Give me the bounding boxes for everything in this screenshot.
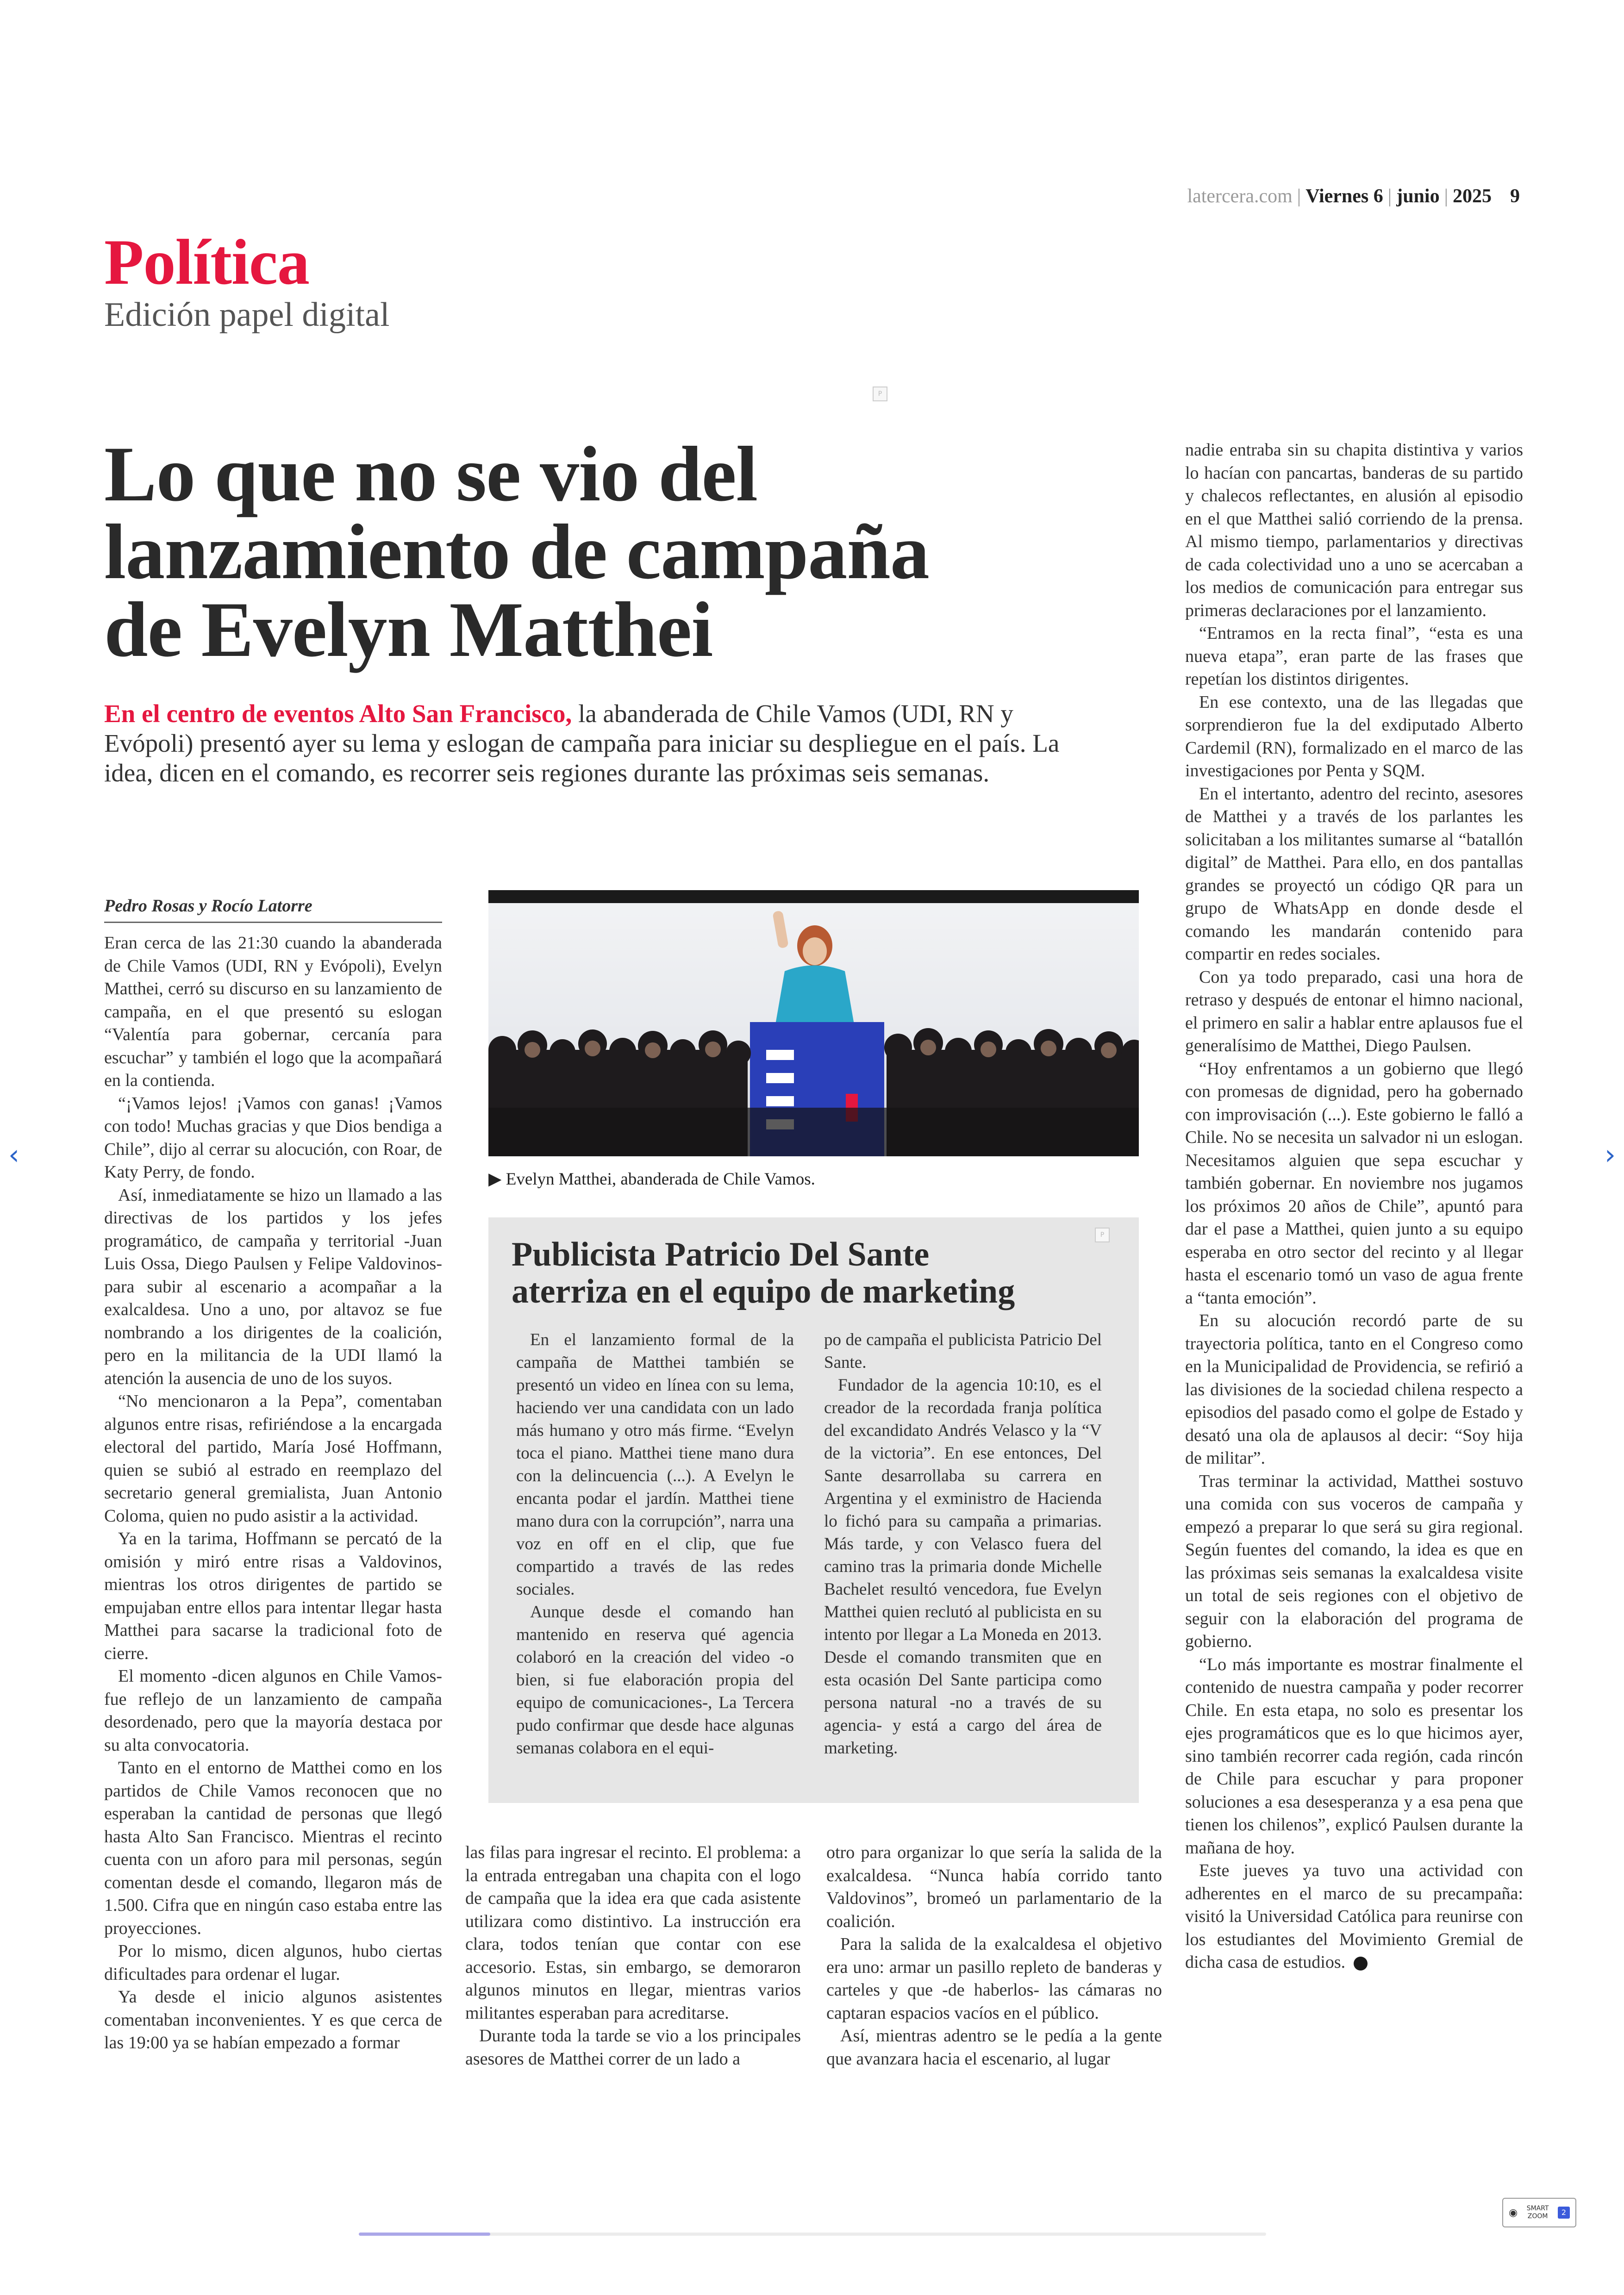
paragraph xyxy=(1185,1859,1523,1974)
lede-highlight: En el centro de eventos Alto San Francisco, xyxy=(104,699,572,728)
article-column-4 xyxy=(1185,439,1523,1974)
page-scroll-track[interactable] xyxy=(359,2233,1266,2236)
paragraph: Aunque desde el comando han mantenido en reserva qué agencia colaboró en la creación del video -o bien, si fue elaboración propia del equipo de comunicaciones-, La Tercera pudo confirmar que desde hace algunas semanas colabora en el equi- xyxy=(516,1603,794,1758)
paragraph: las filas para ingresar el recinto. El problema: a la entrada entregaban una chapita con el logo de campaña que la idea era que cada asistente utilizara como distintivo. La instrucción era clara, todos tenían que contar con ese accesorio. Estas, sin embargo, se demoraron algunos minutos en llegar, mientras varios militantes esperaban para acreditarse. xyxy=(465,1843,801,2023)
paragraph: El momento -dicen algunos en Chile Vamos- fue reflejo de un lanzamiento de campaña desordenado, pero que la mayoría destaca por su alta convocatoria. xyxy=(104,1666,442,1755)
paragraph: Tras terminar la actividad, Matthei sostuvo una comida con sus voceros de campaña y empezó a preparar lo que será su gira regional. Según fuentes del comando, la idea es que en las próximas seis semanas la exalcaldesa visite un total de seis regiones con el objetivo de seguir con la elaboración del programa de gobierno. xyxy=(1185,1471,1523,1651)
page-number: 9 xyxy=(1510,186,1520,207)
lede-text: la abanderada de Chile Vamos (UDI, RN y Evópoli) presentó ayer su lema y eslogan de campaña para iniciar su despliegue en el país. La idea, dicen en el comando, es recorrer seis regiones durante las próximas seis semanas. xyxy=(104,699,1060,787)
smart-zoom-label-line: ZOOM xyxy=(1527,2213,1548,2220)
page-header: latercera.com | Viernes 6 | junio | 2025 9 xyxy=(1187,186,1520,207)
edition-label: Edición papel digital xyxy=(104,296,390,334)
paragraph: Así, inmediatamente se hizo un llamado a las directivas de los partidos y los jefes programático, de campaña y territorial -Juan Luis Ossa, Diego Paulsen y Felipe Valdovinos- para subir al escenario a acompañar a la exalcaldesa. Uno a uno, por altavoz se fue nombrando a los dirigentes de la coalición, pero en la militancia de la UDI llamó la atención la ausencia de uno de los suyos. xyxy=(104,1185,442,1388)
smart-zoom-label-line: SMART xyxy=(1526,2205,1549,2212)
paragraph: Con ya todo preparado, casi una hora de retraso y después de entonar el himno nacional, el primero en salir a hablar entre aplausos fue el generalísimo de Matthei, Diego Paulsen. xyxy=(1185,967,1523,1055)
paragraph: Para la salida de la exalcaldesa el objetivo era uno: armar un pasillo repleto de banderas y carteles y que -de haberlos- las cámaras no captaran espacios vacíos en el público. xyxy=(826,1934,1162,2023)
site-name: latercera.com xyxy=(1187,186,1293,207)
paragraph: Fundador de la agencia 10:10, es el creador de la recordada franja política del excandidato Andrés Velasco y la “V de la victoria”. En ese entonces, Del Sante desarrollaba su carrera en Argentina y el exministro de Hacienda lo fichó para su campaña a primarias. Más tarde, y con Velasco fuera del camino tras la primaria donde Michelle Bachelet resultó vencedora, fue Evelyn Matthei quien reclutó al publicista en su intento por llegar a La Moneda en 2013. Desde el comando transmiten que en esta ocasión Del Sante participa como persona natural -no a través de su agencia- y está a cargo del área de marketing. xyxy=(824,1376,1102,1758)
article-photo[interactable] xyxy=(488,890,1139,1156)
paragraph: Eran cerca de las 21:30 cuando la abanderada de Chile Vamos (UDI, RN y Evópoli), Evelyn Matthei, cerró su discurso en su lanzamiento de campaña, en el que presentó su eslogan “Valentía para gobernar, cercanía para escuchar” y también el logo que la acompañará en la contienda. xyxy=(104,933,442,1090)
paragraph: “¡Vamos lejos! ¡Vamos con ganas! ¡Vamos con todo! Muchas gracias y que Dios bendiga a Chile”, dijo al cerrar su alocución, con Roar, de Katy Perry, de fondo. xyxy=(104,1093,442,1182)
paragraph: Ya desde el inicio algunos asistentes comentaban inconvenientes. Y es que cerca de las 19:00 ya se habían empezado a formar xyxy=(104,1987,442,2052)
paragraph: En el intertanto, adentro del recinto, asesores de Matthei y a través de los parlantes les solicitaban a los militantes sumarse al “batallón digital” de Matthei. Para ello, en dos pantallas grandes se proyectó un código QR para un grupo de WhatsApp en donde desde el comando les mandarán contenido para compartir en redes sociales. xyxy=(1185,784,1523,964)
headline-line: de Evelyn Matthei xyxy=(104,586,713,673)
paragraph: En el lanzamiento formal de la campaña de Matthei también se presentó un video en línea con su lema, haciendo ver una candidata con un lado más humano y otro más firme. “Evelyn toca el piano. Matthei tiene mano dura con la delincuencia (...). A Evelyn le encanta podar el jardín. Matthei tiene mano dura con la corrupción”, narra una voz en off en el clip, que fue compartido a través de las redes sociales. xyxy=(516,1330,794,1599)
article-lede xyxy=(104,699,1095,788)
issue-weekday: Viernes 6 xyxy=(1305,186,1383,207)
paragraph: En su alocución recordó parte de su trayectoria política, tanto en el Congreso como en la Municipalidad de Providencia, se refirió a las divisiones de la sociedad chilena respecto a episodios del pasado como el golpe de Estado y desató una ola de aplausos al decir: “Soy hija de militar”. xyxy=(1185,1311,1523,1468)
smart-zoom-label xyxy=(1527,2205,1549,2220)
paragraph: “Lo más importante es mostrar finalmente el contenido de nuestra campaña y poder recorrer Chile. En esta etapa, no solo es presentar los ejes programáticos que es lo que hicimos ayer, sino también recorrer cada región, cada rincón de Chile para escuchar y para proponer soluciones a esa desesperanza y a esa pena que tienen los chilenos”, explicó Paulsen durante la mañana de hoy. xyxy=(1185,1654,1523,1858)
paragraph: otro para organizar lo que sería la salida de la exalcaldesa. “Nunca había corrido tanto Valdovinos”, bromeó un parlamentario de la coalición. xyxy=(826,1843,1162,1931)
article-column-3 xyxy=(826,1841,1162,2070)
eye-icon: ◉ xyxy=(1509,2207,1518,2219)
paragraph: “Hoy enfrentamos a un gobierno que llegó con promesas de dignidad, pero ha gobernado con improvisación (...). Este gobierno le falló a Chile. No se necesita un salvador ni un eslogan. Necesitamos alguien que sepa escuchar y también gobernar. En noviembre nos jugamos los próximos 20 años de Chile”, apuntó para dar el pase a Matthei, quien junto a su equipo esperaba en otro sector del recinto y al llegar hasta el escenario tomó un vaso de agua frente a “tanta emoción”. xyxy=(1185,1059,1523,1308)
zoom-count-badge: 2 xyxy=(1558,2207,1570,2219)
paragraph: Ya en la tarima, Hoffmann se percató de la omisión y miró entre risas a Valdovinos, mientras los otros dirigentes de partido se empujaban entre ellos para intentar llegar hasta Matthei para sacarse la tradicional foto de cierre. xyxy=(104,1529,442,1663)
smart-zoom-button[interactable] xyxy=(1502,2198,1576,2227)
article-headline xyxy=(104,430,1123,673)
section-title: Política xyxy=(104,226,309,298)
campaign-launch-photo xyxy=(488,890,1139,1156)
article-column-2 xyxy=(465,1841,801,2070)
article-column-1 xyxy=(104,932,442,2055)
byline: Pedro Rosas y Rocío Latorre xyxy=(104,896,442,923)
paragraph: Así, mientras adentro se le pedía a la gente que avanzara hacia el escenario, al lugar xyxy=(826,2026,1162,2069)
article-marker-icon[interactable]: P xyxy=(873,387,887,401)
sidebar-title-line: aterriza en el equipo de marketing xyxy=(512,1272,1015,1310)
paragraph: Durante toda la tarde se vio a los principales asesores de Matthei correr de un lado a xyxy=(465,2026,801,2069)
sidebar-column-1 xyxy=(516,1328,794,1759)
paragraph: Tanto en el entorno de Matthei como en los partidos de Chile Vamos reconocen que no esperaban la cantidad de personas que llegó hasta Alto San Francisco. Mientras el recinto cuenta con un aforo para mil personas, según comentan desde el comando, llegaron más de 1.500. Cifra que en ningún caso estaba entre las proyecciones. xyxy=(104,1758,442,1938)
sidebar-column-2 xyxy=(824,1328,1102,1759)
photo-caption xyxy=(488,1169,1139,1189)
sidebar-title-line: Publicista Patricio Del Sante xyxy=(512,1235,930,1273)
paragraph: “Entramos en la recta final”, “esta es una nueva etapa”, eran parte de las frases que repetían los distintos dirigentes. xyxy=(1185,624,1523,689)
paragraph: “No mencionaron a la Pepa”, comentaban algunos entre risas, refiriéndose a la encargada electoral del partido, María José Hoffmann, quien se subió al estrado en reemplazo del secretario general gremialista, Juan Antonio Coloma, quien no pudo asistir a la actividad. xyxy=(104,1391,442,1526)
paragraph: Por lo mismo, dicen algunos, hubo ciertas dificultades para ordenar el lugar. xyxy=(104,1941,442,1984)
previous-page-arrow[interactable]: ‹ xyxy=(8,1139,19,1171)
paragraph: En ese contexto, una de las llegadas que sorprendieron fue la del exdiputado Alberto Cardemil (RN), formalizado en el marco de las investigaciones por Penta y SQM. xyxy=(1185,692,1523,780)
paragraph-text: Este jueves ya tuvo una actividad con adherentes en el marco de su precampaña: visitó la Universidad Católica para reunirse con los estudiantes del Movimiento Gremial de dicha casa de estudios. xyxy=(1185,1861,1523,1972)
sidebar-marker-icon[interactable]: P xyxy=(1095,1228,1110,1242)
next-page-arrow[interactable]: › xyxy=(1605,1139,1616,1171)
sidebar-title xyxy=(512,1236,1090,1310)
caption-triangle-icon: ▶ xyxy=(488,1170,506,1189)
paragraph: nadie entraba sin su chapita distintiva y varios lo hacían con pancartas, banderas de su partido y chalecos reflectantes, en alusión al episodio en el que Matthei salió corriendo de la prensa. Al mismo tiempo, parlamentarios y directivas de cada colectividad uno a uno se acercaban a los medios de comunicación para entregar sus primeras declaraciones por el lanzamiento. xyxy=(1185,440,1523,620)
issue-month: junio xyxy=(1396,186,1440,207)
headline-line: lanzamiento de campaña xyxy=(104,508,929,595)
page-scroll-thumb[interactable] xyxy=(359,2233,490,2236)
paragraph: po de campaña el publicista Patricio Del Sante. xyxy=(824,1330,1102,1372)
headline-line: Lo que no se vio del xyxy=(104,430,758,518)
caption-text: Evelyn Matthei, abanderada de Chile Vamos. xyxy=(506,1170,815,1189)
end-mark-icon xyxy=(1354,1957,1368,1971)
issue-year: 2025 xyxy=(1453,186,1492,207)
